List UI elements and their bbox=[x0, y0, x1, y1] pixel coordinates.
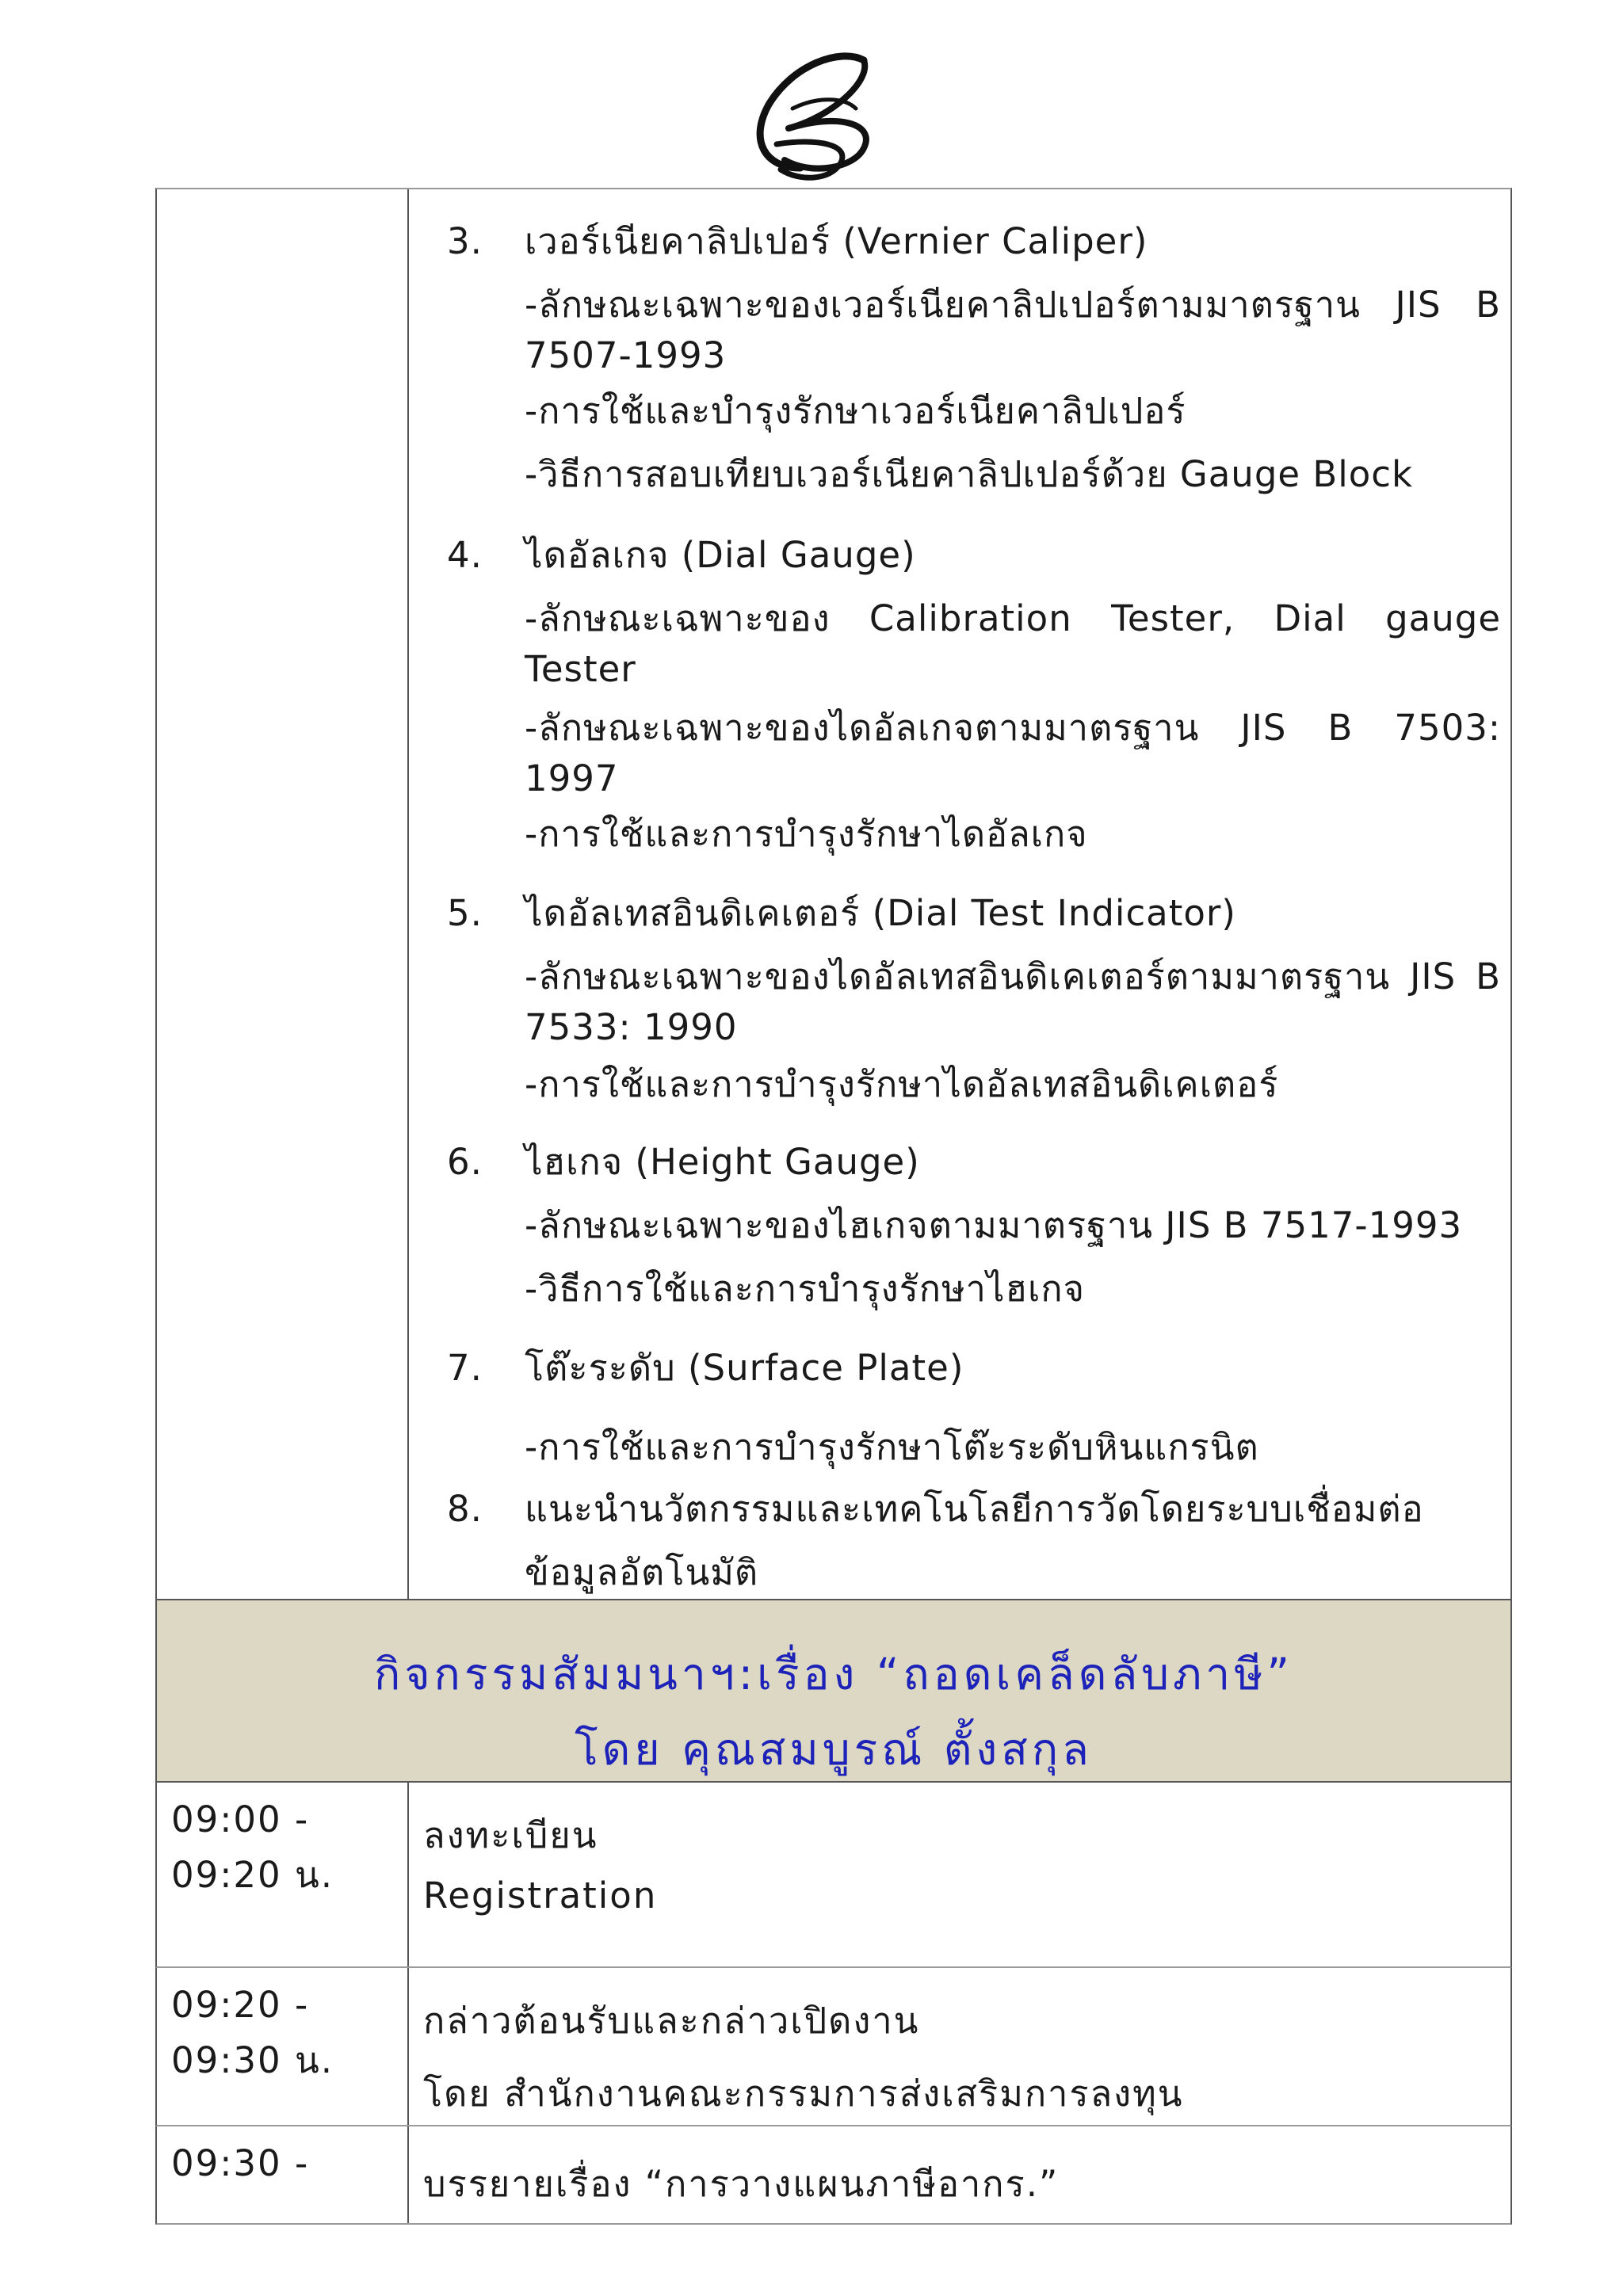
topic-title: แนะนำนวัตกรรมและเทคโนโลยีการวัดโดยระบบเชื่อมต่อ bbox=[525, 1488, 1424, 1530]
topic-number: 7. bbox=[447, 1347, 483, 1389]
topic-detail: -ลักษณะเฉพาะของไดอัลเทสอินดิเคเตอร์ตามมาตรฐาน JIS B 7533: 1990 bbox=[525, 955, 1501, 1048]
time-start: 09:30 - bbox=[171, 2142, 310, 2184]
topic-title: ไฮเกจ (Height Gauge) bbox=[525, 1141, 920, 1183]
topic-number: 3. bbox=[447, 220, 483, 262]
topic-detail: -วิธีการสอบเทียบเวอร์เนียคาลิปเปอร์ด้วย Gauge Block bbox=[525, 453, 1414, 495]
topic-detail: -ลักษณะเฉพาะของเวอร์เนียคาลิปเปอร์ตามมาตรฐาน JIS B 7507-1993 bbox=[525, 284, 1501, 376]
swirl-logo-icon bbox=[745, 49, 880, 188]
schedule-row bbox=[155, 1783, 1512, 1968]
topic-detail: -ลักษณะเฉพาะของ Calibration Tester, Dial gauge Tester bbox=[525, 597, 1501, 690]
topic-title: ไดอัลเกจ (Dial Gauge) bbox=[525, 534, 916, 576]
topic-title: ไดอัลเทสอินดิเคเตอร์ (Dial Test Indicator) bbox=[525, 892, 1236, 934]
topic-detail: ข้อมูลอัตโนมัติ bbox=[525, 1551, 759, 1593]
time-start: 09:20 - bbox=[171, 1984, 310, 2026]
topic-number: 5. bbox=[447, 892, 483, 934]
time-end: 09:30 น. bbox=[171, 2039, 334, 2081]
topic-number: 4. bbox=[447, 534, 483, 576]
column-divider bbox=[407, 1783, 409, 1966]
time-start: 09:00 - bbox=[171, 1798, 310, 1840]
seminar-speaker: โดย คุณสมบูรณ์ ตั้งสกุล bbox=[575, 1724, 1093, 1775]
column-divider bbox=[407, 189, 409, 1599]
schedule-row bbox=[155, 2126, 1512, 2225]
schedule-row bbox=[155, 1968, 1512, 2126]
topic-detail: -การใช้และการบำรุงรักษาไดอัลเกจ bbox=[525, 813, 1088, 855]
column-divider bbox=[407, 1968, 409, 2125]
topic-detail: -ลักษณะเฉพาะของไฮเกจตามมาตรฐาน JIS B 7517-1993 bbox=[525, 1204, 1463, 1246]
agenda-item: บรรยายเรื่อง “การวางแผนภาษีอากร.” bbox=[423, 2163, 1060, 2205]
topic-number: 6. bbox=[447, 1141, 483, 1183]
agenda-item: ลงทะเบียน bbox=[423, 1814, 598, 1856]
topic-detail: -การใช้และบำรุงรักษาเวอร์เนียคาลิปเปอร์ bbox=[525, 390, 1186, 432]
time-end: 09:20 น. bbox=[171, 1854, 334, 1896]
topic-number: 8. bbox=[447, 1488, 483, 1530]
topic-detail: -การใช้และการบำรุงรักษาไดอัลเทสอินดิเคเตอร์ bbox=[525, 1063, 1279, 1105]
topic-title: เวอร์เนียคาลิปเปอร์ (Vernier Caliper) bbox=[525, 220, 1148, 262]
topic-detail: -การใช้และการบำรุงรักษาโต๊ะระดับหินแกรนิต bbox=[525, 1426, 1259, 1468]
course-topics-table bbox=[155, 188, 1512, 1599]
agenda-item-subtitle: Registration bbox=[423, 1875, 658, 1917]
seminar-title: กิจกรรมสัมมนาฯ:เรื่อง “ถอดเคล็ดลับภาษี” bbox=[374, 1649, 1293, 1699]
column-divider bbox=[407, 2126, 409, 2223]
topic-detail: -ลักษณะเฉพาะของไดอัลเกจตามมาตรฐาน JIS B 7503: 1997 bbox=[525, 707, 1501, 799]
seminar-banner bbox=[155, 1599, 1512, 1783]
agenda-item-subtitle: โดย สำนักงานคณะกรรมการส่งเสริมการลงทุน bbox=[423, 2073, 1184, 2115]
topic-title: โต๊ะระดับ (Surface Plate) bbox=[525, 1347, 964, 1389]
topic-detail: -วิธีการใช้และการบำรุงรักษาไฮเกจ bbox=[525, 1268, 1086, 1310]
agenda-item: กล่าวต้อนรับและกล่าวเปิดงาน bbox=[423, 2000, 920, 2042]
